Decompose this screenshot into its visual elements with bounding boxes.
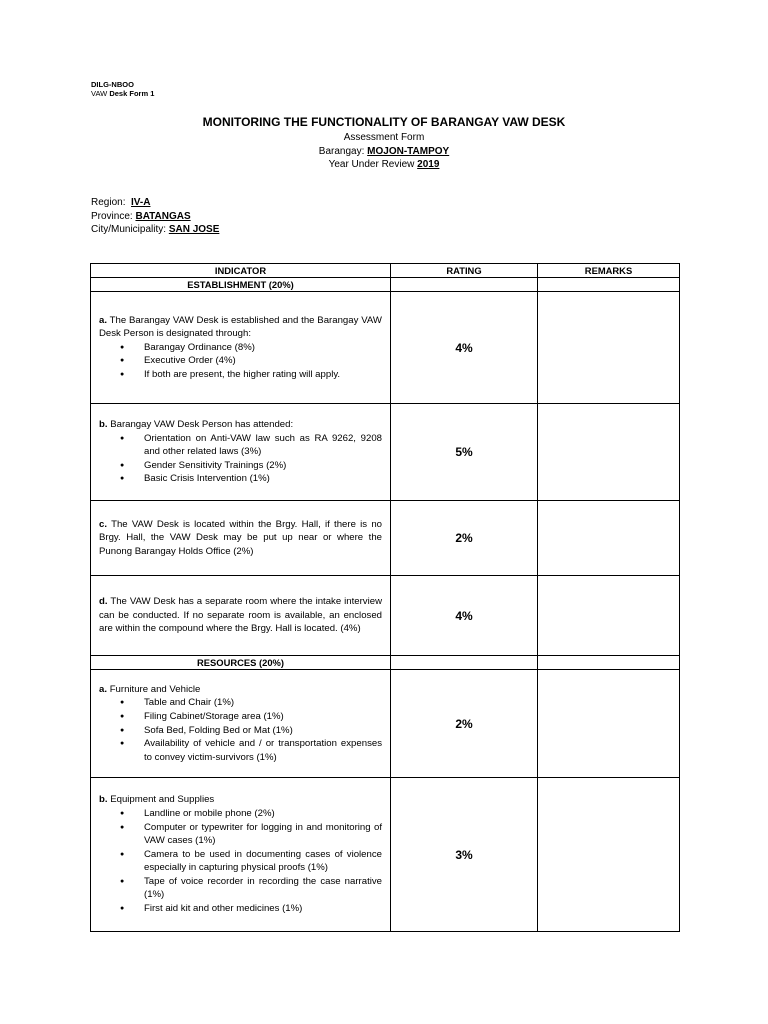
item-text: The VAW Desk is located within the Brgy. Hall, if there is no Brgy. Hall, the VAW Desk may be put up near or where the Punong Barangay Holds Office (2%) bbox=[99, 518, 382, 557]
form-number bbox=[91, 89, 154, 99]
section-remarks-cell bbox=[538, 278, 680, 292]
rating-cell: 5% bbox=[391, 404, 538, 501]
indicator-cell bbox=[91, 778, 391, 932]
section-row-resources bbox=[91, 656, 680, 670]
indicator-text bbox=[99, 418, 382, 432]
indicator-text bbox=[99, 595, 382, 636]
table-row bbox=[91, 576, 680, 656]
bullet-list bbox=[99, 432, 382, 486]
bullet-item: ● Basic Crisis Intervention (1%) bbox=[144, 472, 382, 486]
bullet-item: ● Executive Order (4%) bbox=[144, 354, 382, 368]
indicator-text bbox=[99, 314, 382, 341]
section-rating-cell bbox=[391, 656, 538, 670]
table-row bbox=[91, 778, 680, 932]
bullet-item: ● Barangay Ordinance (8%) bbox=[144, 341, 382, 355]
section-row-establishment bbox=[91, 278, 680, 292]
item-text: Furniture and Vehicle bbox=[109, 683, 201, 695]
office-code: DILG-NBOO bbox=[91, 80, 134, 89]
section-remarks-cell bbox=[538, 656, 680, 670]
item-letter: d. bbox=[99, 596, 108, 608]
province-label: Province: bbox=[91, 210, 133, 222]
remarks-cell[interactable] bbox=[538, 670, 680, 778]
remarks-cell[interactable] bbox=[538, 501, 680, 576]
bullet-item: ● First aid kit and other medicines (1%) bbox=[144, 902, 382, 916]
bullet-item: ● Landline or mobile phone (2%) bbox=[144, 807, 382, 821]
bullet-list bbox=[99, 696, 382, 764]
bullet-item: ● Table and Chair (1%) bbox=[144, 696, 382, 710]
rating-cell: 4% bbox=[391, 576, 538, 656]
item-text: Equipment and Supplies bbox=[110, 794, 215, 806]
section-title: ESTABLISHMENT (20%) bbox=[91, 278, 391, 292]
item-letter: b. bbox=[99, 794, 108, 806]
remarks-cell[interactable] bbox=[538, 404, 680, 501]
bullet-item: ● Tape of voice recorder in recording the case narrative (1%) bbox=[144, 875, 382, 902]
region-label: Region: bbox=[91, 197, 126, 208]
section-rating-cell bbox=[391, 278, 538, 292]
city-line bbox=[91, 223, 219, 237]
bullet-item: ● Availability of vehicle and / or transportation expenses to convey victim-survivors (1%) bbox=[144, 737, 382, 764]
title-block bbox=[0, 114, 768, 172]
indicator-cell bbox=[91, 404, 391, 501]
remarks-cell[interactable] bbox=[538, 576, 680, 656]
item-text: Barangay VAW Desk Person has attended: bbox=[110, 419, 294, 431]
page-title: MONITORING THE FUNCTIONALITY OF BARANGAY VAW DESK bbox=[202, 115, 566, 129]
header-remarks: REMARKS bbox=[538, 264, 680, 278]
header-indicator: INDICATOR bbox=[91, 264, 391, 278]
indicator-text bbox=[99, 683, 382, 697]
rating-cell: 2% bbox=[391, 670, 538, 778]
form-prefix: VAW bbox=[91, 89, 108, 98]
bullet-item: ● Computer or typewriter for logging in and monitoring of VAW cases (1%) bbox=[144, 821, 382, 848]
item-letter: b. bbox=[99, 419, 108, 431]
location-block bbox=[91, 196, 219, 237]
table-row bbox=[91, 670, 680, 778]
item-text: The VAW Desk has a separate room where the intake interview can be conducted. If no separate room is available, an enclosed are within the compound where the Brgy. Hall is located. (4%) bbox=[99, 596, 383, 635]
indicator-text bbox=[99, 793, 382, 807]
indicator-cell bbox=[91, 670, 391, 778]
barangay-line bbox=[0, 145, 768, 159]
item-letter: c. bbox=[99, 518, 108, 530]
year-line bbox=[0, 158, 768, 172]
table-row bbox=[91, 501, 680, 576]
rating-cell: 3% bbox=[391, 778, 538, 932]
item-letter: a. bbox=[99, 314, 108, 326]
city-label: City/Municipality: bbox=[91, 224, 167, 235]
city-value: SAN JOSE bbox=[168, 224, 220, 235]
item-text: The Barangay VAW Desk is established and the Barangay VAW Desk Person is designated through: bbox=[99, 314, 382, 340]
bullet-item: ● Sofa Bed, Folding Bed or Mat (1%) bbox=[144, 724, 382, 738]
indicator-cell bbox=[91, 501, 391, 576]
remarks-cell[interactable] bbox=[538, 292, 680, 404]
year-label: Year Under Review bbox=[328, 159, 415, 170]
rating-cell: 2% bbox=[391, 501, 538, 576]
barangay-value: MOJON-TAMPOY bbox=[367, 145, 450, 157]
table-row bbox=[91, 404, 680, 501]
form-name: Desk Form 1 bbox=[109, 89, 155, 98]
bullet-item: ● Orientation on Anti-VAW law such as RA 9262, 9208 and other related laws (3%) bbox=[144, 432, 382, 459]
item-letter: a. bbox=[99, 683, 108, 695]
bullet-list bbox=[99, 807, 382, 916]
region-line bbox=[91, 196, 219, 210]
indicator-cell bbox=[91, 576, 391, 656]
section-title: RESOURCES (20%) bbox=[91, 656, 391, 670]
barangay-label: Barangay: bbox=[318, 145, 365, 157]
subtitle: Assessment Form bbox=[343, 132, 425, 143]
province-line bbox=[91, 210, 219, 224]
bullet-item: ● Filing Cabinet/Storage area (1%) bbox=[144, 710, 382, 724]
bullet-item: ● Gender Sensitivity Trainings (2%) bbox=[144, 459, 382, 473]
indicator-cell bbox=[91, 292, 391, 404]
remarks-cell[interactable] bbox=[538, 778, 680, 932]
region-value: IV-A bbox=[131, 197, 151, 208]
bullet-item: ● Camera to be used in documenting cases of violence especially in capturing physical proofs (1%) bbox=[144, 848, 382, 875]
header-rating: RATING bbox=[391, 264, 538, 278]
indicator-text bbox=[99, 518, 382, 559]
assessment-table bbox=[90, 263, 680, 932]
bullet-list bbox=[99, 341, 382, 382]
province-value: BATANGAS bbox=[135, 210, 191, 222]
table-header-row bbox=[91, 264, 680, 278]
table-row bbox=[91, 292, 680, 404]
bullet-item: ● If both are present, the higher rating will apply. bbox=[144, 368, 382, 382]
rating-cell: 4% bbox=[391, 292, 538, 404]
year-value: 2019 bbox=[417, 159, 440, 170]
